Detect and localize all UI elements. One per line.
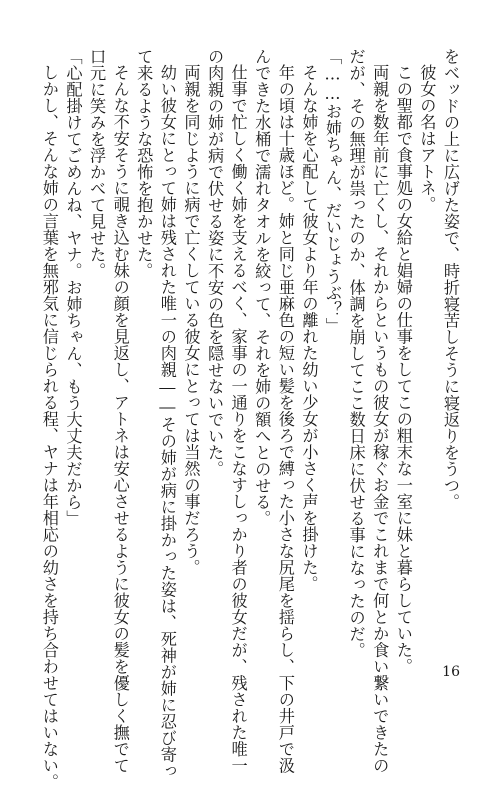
- text-line: しかし、そんな姉の言葉を無邪気に信じられる程、ヤナは年相応の幼さを持ち合わせてはいない。: [39, 64, 59, 790]
- text-line: て来るような恐怖を抱かせた。: [134, 48, 154, 279]
- text-line: んできた水桶で濡れタオルを絞って、それを姉の額へとのせる。: [252, 48, 272, 527]
- text-line: そんな不安そうに覗き込む妹の顔を見返し、アトネは安心させるように彼女の髪を優しく撫でて: [110, 64, 130, 774]
- text-line: 幼い彼女にとって姉は残された唯一の肉親――その姉が病に掛かった姿は、死神が姉に忍び寄っ: [157, 64, 177, 780]
- text-line: 「心配掛けてごめんね、ヤナ。お姉ちゃん、もう大丈夫だから」: [63, 48, 83, 527]
- text-line: の肉親の姉が病で伏せる姿に不安の色を隠せないでいた。: [205, 48, 225, 477]
- text-line: 彼女の名はアトネ。: [417, 64, 437, 213]
- text-line: 年の頃は十歳ほど。姉と同じ亜麻色の短い髪を後ろで縛った小さな尻尾を揺らし、下の井戸で汲: [275, 64, 295, 774]
- text-line: 「……お姉ちゃん、だいじょうぶ？」: [323, 48, 343, 335]
- text-line: だが、その無理が祟ったのか、体調を崩してここ数日床に伏せる事になったのだ。: [346, 48, 366, 659]
- text-line: 両親を同じように病で亡くしている彼女にとっては当然の事だろう。: [181, 64, 201, 576]
- text-line: この聖都で食事処の女給と娼婦の仕事をしてこの粗末な一室に妹と暮らしていた。: [393, 64, 413, 675]
- text-line: をベッドの上に広げた姿で、時折寝苦しそうに寝返りをうつ。: [441, 48, 460, 510]
- text-line: 両親を数年前に亡くし、それからというもの彼女が稼ぐお金でこれまで何とか食い繋いできたの: [370, 64, 390, 774]
- text-line: そんな姉を心配して彼女より年の離れた幼い少女が小さく声を掛けた。: [299, 64, 319, 592]
- page-number: 16: [442, 664, 460, 680]
- text-line: 口元に笑みを浮かべて見せた。: [87, 48, 107, 279]
- text-line: 仕事で忙しく働く姉を支えるべく、家事の一通りをこなすしっかり者の彼女だが、残された唯一: [228, 64, 248, 774]
